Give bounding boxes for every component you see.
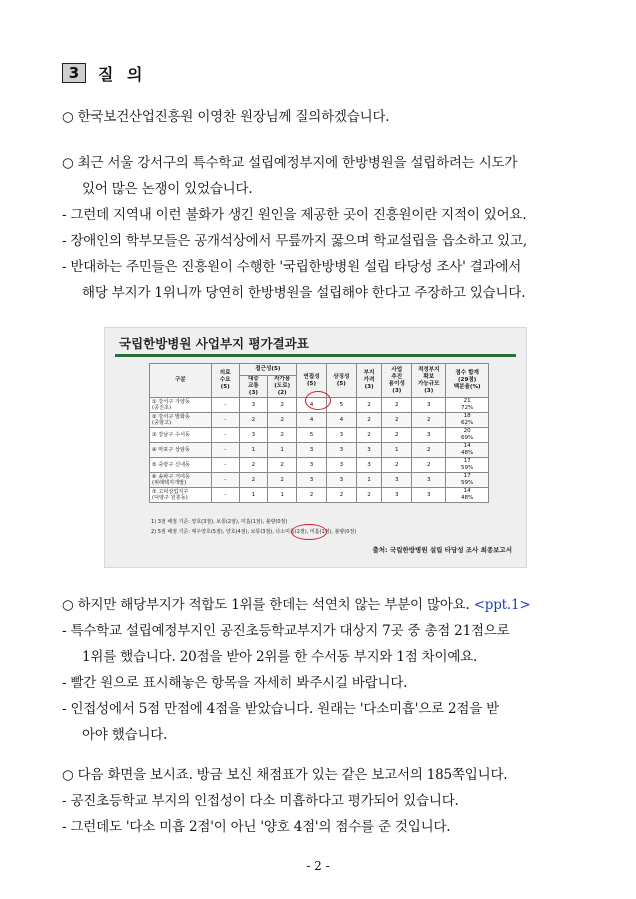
score-cell: 2 bbox=[412, 458, 446, 473]
score-cell: - bbox=[211, 428, 239, 443]
score-cell: 1 bbox=[382, 443, 412, 458]
text-line: - 그런데도 '다소 미흡 2점'이 아닌 '양호 4점'의 점수를 준 것입니다. bbox=[62, 819, 451, 835]
score-cell: 2 bbox=[268, 398, 297, 413]
table-row bbox=[150, 413, 489, 428]
site-name-cell: ③ 강남구 수서동 bbox=[150, 428, 212, 443]
score-cell: 2 bbox=[239, 458, 268, 473]
score-cell: - bbox=[211, 398, 239, 413]
score-cell: - bbox=[211, 443, 239, 458]
score-cell: 2 bbox=[268, 458, 297, 473]
score-cell: 3 bbox=[297, 458, 327, 473]
figure-title-rule bbox=[115, 354, 516, 357]
score-cell: 5 bbox=[297, 428, 327, 443]
intro-paragraph bbox=[62, 104, 582, 130]
score-cell: 3 bbox=[326, 428, 356, 443]
total-score-cell: 18 62% bbox=[446, 413, 489, 428]
score-cell: 2 bbox=[326, 488, 356, 503]
score-cell: 2 bbox=[239, 413, 268, 428]
text-line: - 특수학교 설립예정부지인 공진초등학교부지가 대상지 7곳 중 총점 21점으로 bbox=[62, 623, 510, 639]
score-cell: - bbox=[211, 488, 239, 503]
score-cell: 5 bbox=[326, 398, 356, 413]
table-row bbox=[150, 488, 489, 503]
total-score-cell: 14 48% bbox=[446, 443, 489, 458]
score-cell: 2 bbox=[412, 413, 446, 428]
score-cell: 2 bbox=[268, 473, 297, 488]
score-cell: 1 bbox=[356, 473, 382, 488]
score-cell: 4 bbox=[297, 413, 327, 428]
score-cell: 1 bbox=[239, 443, 268, 458]
table-row bbox=[150, 443, 489, 458]
header-site-size: 적정부지 확보 가능규모 (3) bbox=[412, 364, 446, 398]
text-line: 1위를 했습니다. 20점을 받아 2위를 한 수서동 부지와 1점 차이예요. bbox=[82, 649, 478, 665]
score-cell: - bbox=[211, 413, 239, 428]
score-cell: 3 bbox=[412, 473, 446, 488]
evaluation-table bbox=[149, 363, 489, 503]
score-cell: 4 bbox=[297, 398, 327, 413]
figure-title: 국립한방병원 사업부지 평가결과표 bbox=[119, 336, 309, 351]
score-cell: 3 bbox=[412, 488, 446, 503]
table-row bbox=[150, 473, 489, 488]
text-line: ○ 다음 화면을 보시죠. 방금 보신 채점표가 있는 같은 보고서의 185쪽입니다. bbox=[62, 767, 508, 783]
score-cell: 3 bbox=[412, 398, 446, 413]
text-line: ○ 최근 서울 강서구의 특수학교 설립예정부지에 한방병원을 설립하려는 시도가 bbox=[62, 155, 518, 171]
text-line: - 공진초등학교 부지의 인접성이 다소 미흡하다고 평가되어 있습니다. bbox=[62, 793, 459, 809]
text-line bbox=[62, 592, 582, 618]
section-heading bbox=[62, 61, 146, 85]
score-cell: 1 bbox=[239, 488, 268, 503]
score-cell: 3 bbox=[382, 488, 412, 503]
score-cell: 2 bbox=[412, 443, 446, 458]
question-paragraph-3 bbox=[62, 762, 582, 840]
highlight-circle-note bbox=[291, 524, 327, 540]
site-name-cell: ⑦ 고덕상업지구 (덕양구 원흥동) bbox=[150, 488, 212, 503]
score-cell: 3 bbox=[239, 398, 268, 413]
score-cell: 3 bbox=[356, 458, 382, 473]
site-name-cell: ⑤ 중랑구 신내동 bbox=[150, 458, 212, 473]
table-note-2: 2) 5점 배점 기준: 매우양호(5점), 양호(4점), 보통(3점), 다소미흡(2점), 미흡(1점), 불량(0점) bbox=[151, 529, 357, 535]
score-cell: 2 bbox=[356, 488, 382, 503]
evaluation-table-figure bbox=[104, 327, 527, 568]
text-line: - 빨간 원으로 표시해놓은 항목을 자세히 봐주시길 바랍니다. bbox=[62, 675, 408, 691]
score-cell: 3 bbox=[412, 428, 446, 443]
score-cell: 2 bbox=[382, 398, 412, 413]
score-cell: 1 bbox=[268, 443, 297, 458]
header-private-car: 자가용 (도로) (2) bbox=[268, 376, 297, 398]
text-line: 아야 했습니다. bbox=[82, 727, 168, 743]
site-name-cell: ② 강서구 발화동 (공항고) bbox=[150, 413, 212, 428]
header-public-transit: 대중 교통 (3) bbox=[239, 376, 268, 398]
total-score-cell: 14 48% bbox=[446, 488, 489, 503]
total-score-cell: 21 72% bbox=[446, 398, 489, 413]
score-cell: 2 bbox=[382, 458, 412, 473]
question-paragraph-1 bbox=[62, 150, 582, 306]
question-paragraph-2 bbox=[62, 592, 582, 748]
score-cell: 2 bbox=[382, 413, 412, 428]
header-adjacency: 연접성 (5) bbox=[297, 364, 327, 398]
score-cell: 3 bbox=[382, 473, 412, 488]
score-cell: 2 bbox=[239, 473, 268, 488]
text-segment: ○ 하지만 해당부지가 적합도 1위를 한데는 석연치 않는 부분이 많아요. bbox=[62, 597, 470, 613]
score-cell: 2 bbox=[268, 428, 297, 443]
text-line: 해당 부지가 1위니까 당연히 한방병원을 설립해야 한다고 주장하고 있습니다. bbox=[82, 285, 526, 301]
page-number: - 2 - bbox=[306, 859, 330, 873]
header-symbolism: 상징성 (5) bbox=[326, 364, 356, 398]
header-medical-demand: 의료 수요 (5) bbox=[211, 364, 239, 398]
ppt-reference: <ppt.1> bbox=[473, 597, 531, 613]
figure-source: 출처: 국립한방병원 설립 타당성 조사 최종보고서 bbox=[372, 546, 512, 554]
score-cell: 3 bbox=[326, 443, 356, 458]
score-cell: - bbox=[211, 473, 239, 488]
score-cell: 2 bbox=[297, 488, 327, 503]
section-title: 질 의 bbox=[98, 64, 147, 84]
score-cell: 3 bbox=[326, 458, 356, 473]
header-feasibility: 사업 추진 용이성 (3) bbox=[382, 364, 412, 398]
text-line: ○ 한국보건산업진흥원 이영찬 원장님께 질의하겠습니다. bbox=[62, 109, 390, 125]
header-land-price: 부지 가격 (3) bbox=[356, 364, 382, 398]
score-cell: 3 bbox=[297, 443, 327, 458]
site-name-cell: ① 강서구 가양동 (공진초) bbox=[150, 398, 212, 413]
total-score-cell: 17 59% bbox=[446, 473, 489, 488]
header-total: 점수 합계 (29점) 백분율(%) bbox=[446, 364, 489, 398]
header-accessibility: 접근성(5) bbox=[239, 364, 297, 376]
score-cell: 2 bbox=[356, 428, 382, 443]
table-note-1: 1) 3점 배점 기준: 양호(3점), 보통(2점), 미흡(1점), 불량(0점) bbox=[151, 519, 288, 525]
site-name-cell: ④ 마포구 상암동 bbox=[150, 443, 212, 458]
score-cell: 2 bbox=[356, 413, 382, 428]
total-score-cell: 20 69% bbox=[446, 428, 489, 443]
text-line: - 그런데 지역내 이런 불화가 생긴 원인을 제공한 곳이 진흥원이란 지적이 있어요. bbox=[62, 207, 527, 223]
score-cell: 2 bbox=[268, 413, 297, 428]
table-row bbox=[150, 458, 489, 473]
score-cell: 2 bbox=[356, 398, 382, 413]
section-number: 3 bbox=[62, 63, 86, 83]
score-cell: 3 bbox=[356, 443, 382, 458]
table-row bbox=[150, 428, 489, 443]
score-cell: - bbox=[211, 458, 239, 473]
header-category: 구분 bbox=[150, 364, 212, 398]
score-cell: 2 bbox=[382, 428, 412, 443]
score-cell: 4 bbox=[326, 413, 356, 428]
total-score-cell: 17 59% bbox=[446, 458, 489, 473]
text-line: - 반대하는 주민들은 진흥원이 수행한 '국립한방병원 설립 타당성 조사' 결과에서 bbox=[62, 259, 522, 275]
text-line: 있어 많은 논쟁이 있었습니다. bbox=[82, 181, 253, 197]
score-cell: 3 bbox=[326, 473, 356, 488]
highlight-circle-adjacency bbox=[305, 391, 331, 410]
score-cell: 3 bbox=[239, 428, 268, 443]
site-name-cell: ⑥ 송파구 거여동 (위례택지개발) bbox=[150, 473, 212, 488]
score-cell: 3 bbox=[297, 473, 327, 488]
score-cell: 1 bbox=[268, 488, 297, 503]
text-line: - 인접성에서 5점 만점에 4점을 받았습니다. 원래는 '다소미흡'으로 2점을 받 bbox=[62, 701, 500, 717]
text-line: - 장애인의 학부모들은 공개석상에서 무릎까지 꿇으며 학교설립을 읍소하고 있고, bbox=[62, 233, 527, 249]
